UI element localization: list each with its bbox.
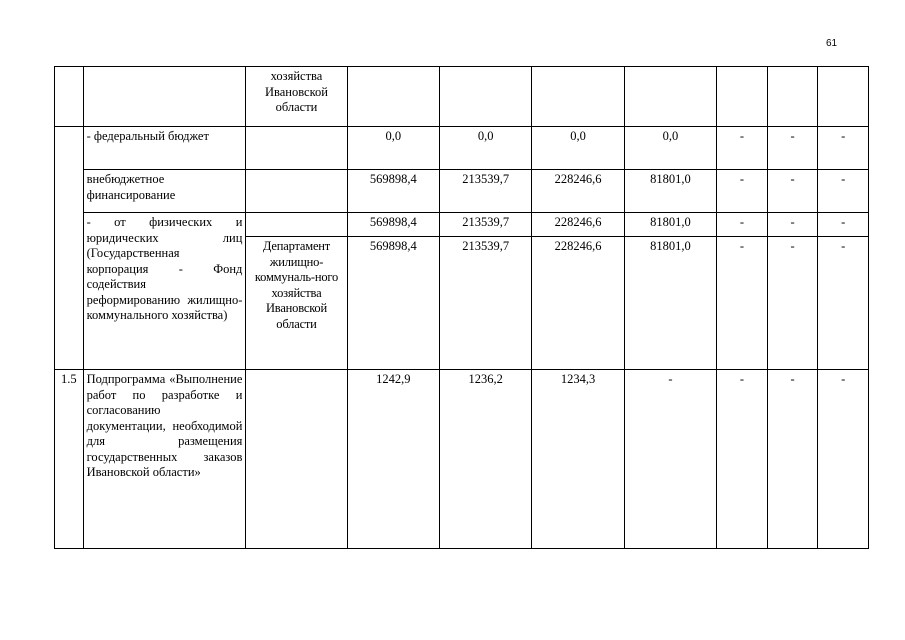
row-value-year-6 [818,67,869,127]
row-value-year-3: 81801,0 [624,213,716,237]
row-name: Подпрограмма «Выполнение работ по разработке и согласованию документации, необходимой для размещения государственных заказов Ивановской области» [83,370,246,549]
row-value-year-6: - [818,213,869,237]
row-value-total: 569898,4 [347,170,439,213]
row-value-total: 569898,4 [347,237,439,370]
row-value-year-4: - [717,370,768,549]
row-name [83,67,246,127]
row-value-year-5: - [767,213,818,237]
row-value-year-1: 1236,2 [439,370,531,549]
table-row [55,67,869,127]
row-value-year-6: - [818,170,869,213]
row-executor: Департамент жилищно-коммуналь-ного хозяйства Ивановской области [246,237,347,370]
row-value-year-6: - [818,237,869,370]
row-name: - федеральный бюджет [83,127,246,170]
table-row [55,213,869,237]
row-value-year-2: 228246,6 [532,237,624,370]
row-value-year-3: 81801,0 [624,170,716,213]
page-number: 61 [826,38,838,49]
row-value-year-5 [767,67,818,127]
row-value-year-5: - [767,170,818,213]
table-row [55,370,869,549]
row-value-year-2 [532,67,624,127]
row-value-year-6: - [818,127,869,170]
row-value-year-4 [717,67,768,127]
row-value-year-6: - [818,370,869,549]
row-value-year-5: - [767,127,818,170]
row-executor [246,370,347,549]
row-executor [246,127,347,170]
row-name: внебюджетное финансирование [83,170,246,213]
table-row [55,170,869,213]
row-value-year-1 [439,67,531,127]
row-value-year-4: - [717,237,768,370]
row-value-year-2: 228246,6 [532,213,624,237]
row-value-year-3: 0,0 [624,127,716,170]
row-value-year-1: 213539,7 [439,237,531,370]
row-value-total: 1242,9 [347,370,439,549]
row-value-year-4: - [717,213,768,237]
row-executor: хозяйства Ивановской области [246,67,347,127]
row-executor [246,170,347,213]
row-value-year-1: 213539,7 [439,170,531,213]
row-value-year-5: - [767,370,818,549]
row-number [55,67,84,127]
row-value-year-4: - [717,127,768,170]
row-value-year-3: 81801,0 [624,237,716,370]
row-value-year-1: 213539,7 [439,213,531,237]
row-value-total [347,67,439,127]
row-value-year-4: - [717,170,768,213]
table-row [55,127,869,170]
row-number: 1.5 [55,370,84,549]
row-value-year-5: - [767,237,818,370]
row-value-year-2: 0,0 [532,127,624,170]
row-value-total: 0,0 [347,127,439,170]
row-number [55,127,84,370]
row-executor [246,213,347,237]
row-name: - от физических и юридических лиц (Государственная корпорация - Фонд содействия реформированию жилищно-коммунального хозяйства) [83,213,246,370]
row-value-year-1: 0,0 [439,127,531,170]
row-value-year-3 [624,67,716,127]
row-value-year-2: 1234,3 [532,370,624,549]
budget-table [54,66,869,549]
row-value-total: 569898,4 [347,213,439,237]
row-value-year-2: 228246,6 [532,170,624,213]
row-value-year-3: - [624,370,716,549]
